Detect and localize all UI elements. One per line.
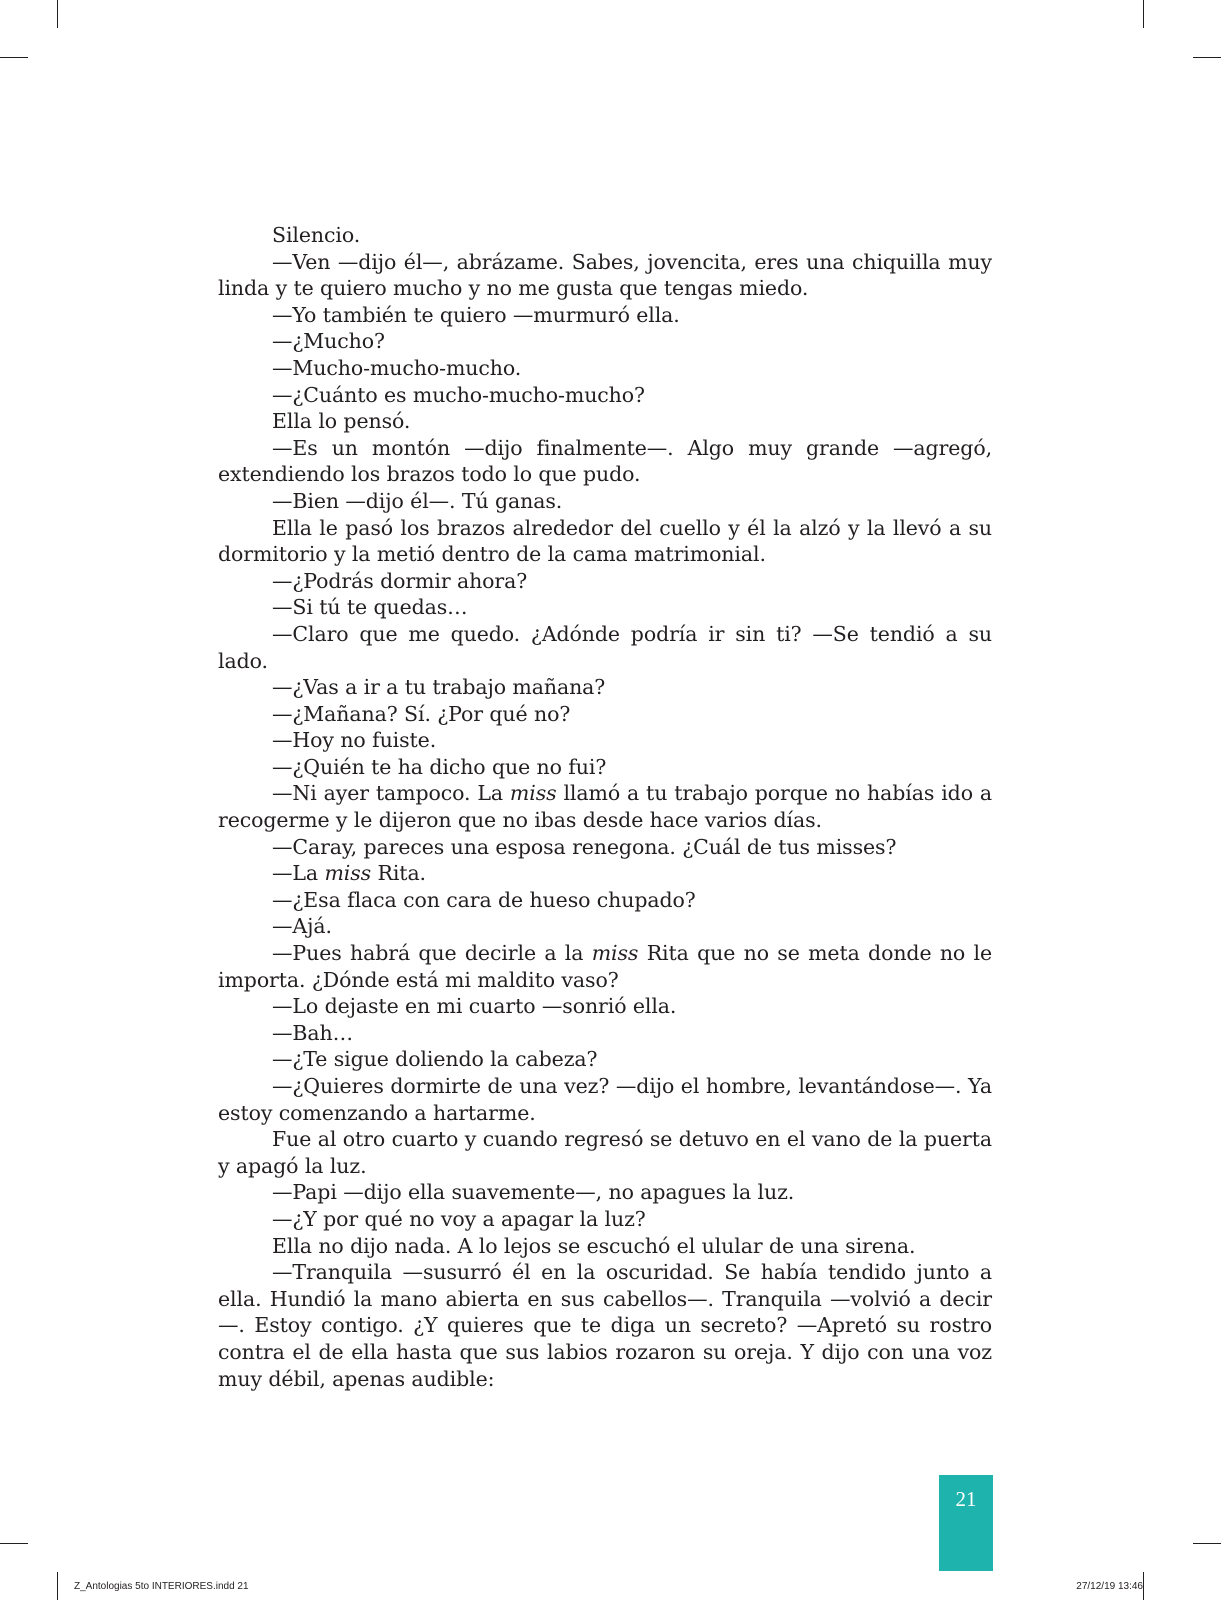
paragraph	[218, 754, 992, 781]
paragraph	[218, 780, 992, 833]
crop-mark	[0, 1543, 28, 1544]
print-timestamp: 27/12/19 13:46	[1076, 1581, 1143, 1592]
text-run: —Bah…	[272, 1020, 353, 1045]
paragraph	[218, 940, 992, 993]
text-run: —Caray, pareces una esposa renegona. ¿Cuál de tus misses?	[272, 834, 897, 859]
paragraph	[218, 860, 992, 887]
paragraph	[218, 1046, 992, 1073]
text-run: —¿Cuánto es mucho-mucho-mucho?	[272, 382, 645, 407]
text-run: —¿Te sigue doliendo la cabeza?	[272, 1047, 598, 1072]
text-run: Fue al otro cuarto y cuando regresó se detuvo en el vano de la puerta y apagó la luz.	[218, 1127, 992, 1178]
page-number: 21	[955, 1487, 977, 1511]
text-run: Silencio.	[272, 223, 361, 247]
paragraph	[218, 887, 992, 914]
paragraph	[218, 568, 992, 595]
paragraph	[218, 701, 992, 728]
paragraph	[218, 249, 992, 302]
crop-mark	[57, 0, 58, 28]
text-run: —Yo también te quiero —murmuró ella.	[272, 302, 680, 327]
text-run: —Ni ayer tampoco. La	[272, 781, 510, 806]
text-run: —Claro que me quedo. ¿Adónde podría ir sin ti? —Se tendió a su lado.	[218, 621, 992, 673]
paragraph	[218, 1179, 992, 1206]
story-text	[218, 222, 992, 1392]
text-run: Rita.	[371, 861, 426, 886]
text-run: —La	[272, 861, 325, 886]
text-run: —Ven —dijo él—, abrázame. Sabes, jovencita, eres una chiquilla muy linda y te quiero mucho y no me gusta que tengas miedo.	[218, 249, 992, 301]
page-number-tab	[939, 1475, 993, 1571]
crop-mark	[57, 1572, 58, 1600]
text-run: —Bien —dijo él—. Tú ganas.	[272, 488, 563, 513]
text-run: llamó a tu trabajo porque no habías ido a recogerme y le dijeron que no ibas desde hace varios días.	[218, 781, 992, 833]
italic-text: miss	[324, 861, 372, 886]
text-run: —Tranquila —susurró él en la oscuridad. Se había tendido junto a ella. Hundió la mano abierta en sus cabellos—. Tranquila —volvió a decir—. Estoy contigo. ¿Y quieres que te diga un secreto? —Apretó su rostro contra el de ella hasta que sus labios rozaron su oreja. Y dijo con una voz muy débil, apenas audible:	[218, 1260, 992, 1391]
paragraph	[218, 674, 992, 701]
text-run: —¿Quieres dormirte de una vez? —dijo el hombre, levantándose—. Ya estoy comenzando a hartarme.	[218, 1074, 992, 1125]
text-run: —Es un montón —dijo finalmente—. Algo muy grande —agregó, extendiendo los brazos todo lo que pudo.	[218, 435, 992, 487]
text-run: —Ajá.	[272, 914, 332, 939]
text-run: Rita que no se meta donde no le importa. ¿Dónde está mi maldito vaso?	[218, 941, 992, 992]
text-run: —¿Y por qué no voy a apagar la luz?	[272, 1206, 646, 1231]
paragraph	[218, 594, 992, 621]
text-run: —Pues habrá que decirle a la	[272, 941, 592, 966]
text-run: —Mucho-mucho-mucho.	[272, 355, 522, 380]
crop-mark	[1193, 1543, 1221, 1544]
text-run: —¿Vas a ir a tu trabajo mañana?	[272, 675, 606, 700]
paragraph	[218, 1126, 992, 1179]
paragraph	[218, 328, 992, 355]
paragraph	[218, 993, 992, 1020]
italic-text: miss	[509, 781, 557, 806]
paragraph	[218, 1233, 992, 1260]
text-run: —¿Mucho?	[272, 329, 385, 354]
paragraph	[218, 621, 992, 674]
paragraph	[218, 913, 992, 940]
text-run: —Si tú te quedas…	[272, 595, 468, 620]
paragraph	[218, 834, 992, 861]
paragraph	[218, 382, 992, 409]
italic-text: miss	[591, 941, 639, 966]
text-run: —¿Podrás dormir ahora?	[272, 568, 528, 593]
crop-mark	[1193, 57, 1221, 58]
crop-mark	[0, 57, 28, 58]
paragraph	[218, 1206, 992, 1233]
text-run: —¿Quién te ha dicho que no fui?	[272, 754, 607, 779]
paragraph	[218, 1073, 992, 1126]
paragraph	[218, 408, 992, 435]
text-run: —¿Mañana? Sí. ¿Por qué no?	[272, 701, 571, 726]
crop-mark	[1143, 0, 1144, 28]
paragraph	[218, 727, 992, 754]
crop-mark	[1143, 1572, 1144, 1600]
text-run: —Lo dejaste en mi cuarto —sonrió ella.	[272, 994, 677, 1019]
text-run: —Papi —dijo ella suavemente—, no apagues la luz.	[272, 1180, 795, 1205]
text-run: —¿Esa flaca con cara de hueso chupado?	[272, 887, 696, 912]
text-run: Ella lo pensó.	[272, 409, 411, 434]
paragraph	[218, 515, 992, 568]
paragraph	[218, 1259, 992, 1392]
paragraph	[218, 355, 992, 382]
text-run: —Hoy no fuiste.	[272, 728, 437, 753]
paragraph	[218, 222, 992, 249]
paragraph	[218, 1020, 992, 1047]
text-run: Ella le pasó los brazos alrededor del cuello y él la alzó y la llevó a su dormitorio y la metió dentro de la cama matrimonial.	[218, 515, 992, 567]
file-slug: Z_Antologias 5to INTERIORES.indd 21	[74, 1581, 249, 1592]
paragraph	[218, 302, 992, 329]
paragraph	[218, 488, 992, 515]
text-run: Ella no dijo nada. A lo lejos se escuchó el ulular de una sirena.	[272, 1233, 916, 1258]
paragraph	[218, 435, 992, 488]
